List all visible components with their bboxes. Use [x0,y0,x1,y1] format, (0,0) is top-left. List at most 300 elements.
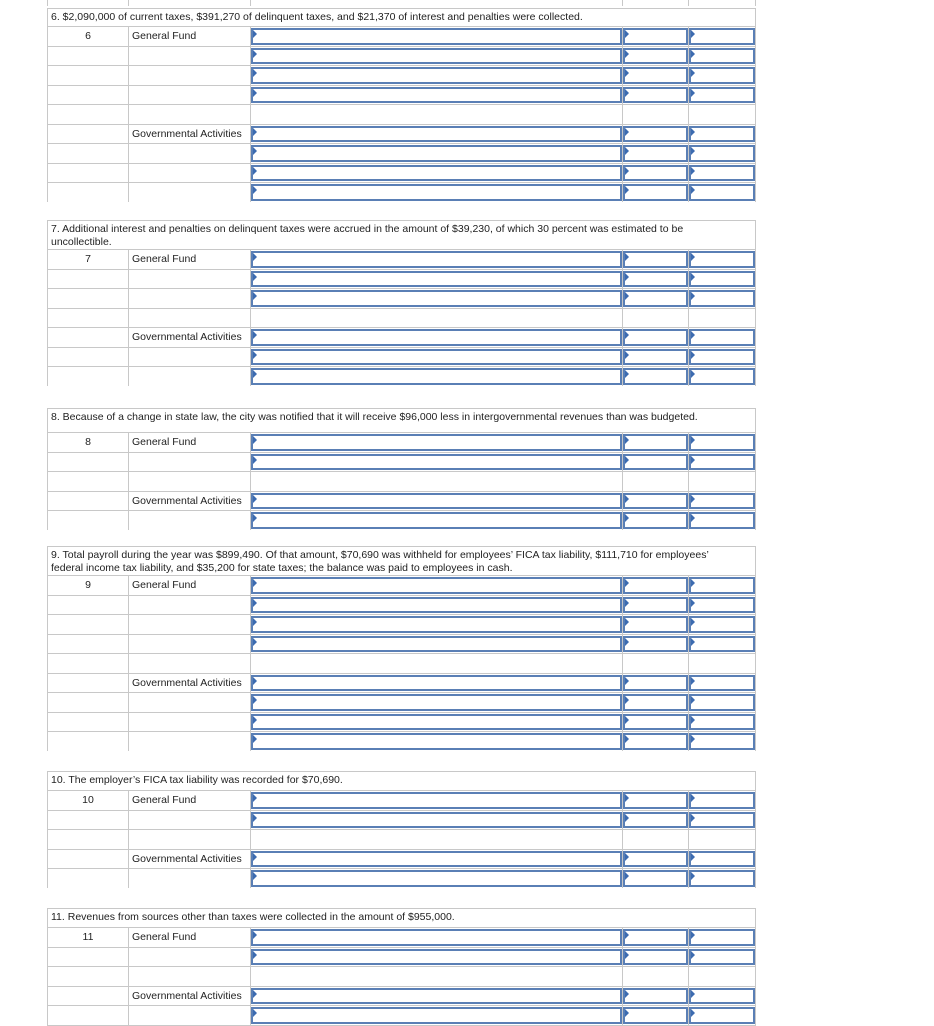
credit-cell [688,928,756,947]
credit-cell [688,987,756,1006]
debit-cell [622,987,688,1006]
account-title-cell [250,674,622,693]
fund-label: General Fund [132,794,197,806]
transaction-number-cell [47,125,128,144]
transaction-number-cell [47,811,128,830]
credit-input[interactable] [689,184,755,201]
debit-cell [622,713,688,732]
debit-input[interactable] [623,349,688,366]
debit-cell [622,27,688,46]
journal-entry-row [47,575,756,595]
account-title-cell [250,511,622,530]
account-title-select[interactable] [251,126,622,143]
debit-input[interactable] [623,87,688,104]
empty-cell [688,105,756,124]
blank-row [47,471,756,491]
fund-cell [128,928,250,947]
account-title-cell [250,635,622,654]
credit-input[interactable] [689,329,755,346]
account-title-cell [250,453,622,472]
fund-cell [128,453,250,472]
transaction-number-cell [47,164,128,183]
account-title-cell [250,869,622,888]
debit-cell [622,367,688,386]
account-title-select[interactable] [251,28,622,45]
fund-cell [128,732,250,751]
credit-cell [688,674,756,693]
debit-input[interactable] [623,184,688,201]
debit-input[interactable] [623,145,688,162]
blank-row [47,966,756,986]
top-border-tick [622,0,623,6]
empty-cell [47,472,128,491]
account-title-select[interactable] [251,812,622,829]
credit-input[interactable] [689,271,755,288]
credit-cell [688,791,756,810]
journal-entry-row [47,143,756,163]
credit-input[interactable] [689,512,755,529]
debit-input[interactable] [623,512,688,529]
credit-cell [688,811,756,830]
journal-entry-row [47,452,756,472]
credit-cell [688,732,756,751]
credit-input[interactable] [689,597,755,614]
credit-input[interactable] [689,988,755,1005]
account-title-select[interactable] [251,675,622,692]
account-title-cell [250,987,622,1006]
debit-cell [622,615,688,634]
journal-entry-row [47,614,756,634]
fund-cell [128,693,250,712]
transaction-description: 7. Additional interest and penalties on delinquent taxes were accrued in the amount of $39,230, of which 30 percent was estimated to be uncollectible. [51,223,684,248]
credit-input[interactable] [689,636,755,653]
empty-cell [128,967,250,986]
top-border-tick [128,0,129,6]
credit-input[interactable] [689,251,755,268]
credit-input[interactable] [689,87,755,104]
account-title-select[interactable] [251,733,622,750]
debit-input[interactable] [623,949,688,966]
debit-cell [622,511,688,530]
fund-cell [128,576,250,595]
account-title-select[interactable] [251,329,622,346]
debit-cell [622,86,688,105]
account-title-cell [250,693,622,712]
journal-entry-row [47,347,756,367]
debit-input[interactable] [623,454,688,471]
debit-input[interactable] [623,929,688,946]
fund-label: General Fund [132,579,197,591]
empty-cell [622,830,688,849]
transaction-number-cell [47,615,128,634]
account-title-cell [250,928,622,947]
debit-input[interactable] [623,368,688,385]
journal-entry-row [47,182,756,202]
journal-entry-row [47,46,756,66]
journal-entry-row [47,790,756,810]
credit-input[interactable] [689,165,755,182]
debit-input[interactable] [623,792,688,809]
debit-input[interactable] [623,616,688,633]
account-title-select[interactable] [251,597,622,614]
debit-cell [622,164,688,183]
fund-cell [128,850,250,869]
account-title-select[interactable] [251,988,622,1005]
fund-cell [128,615,250,634]
empty-cell [250,105,622,124]
journal-entry-row [47,163,756,183]
debit-input[interactable] [623,636,688,653]
fund-label: General Fund [132,931,197,943]
fund-cell [128,328,250,347]
debit-input[interactable] [623,733,688,750]
credit-input[interactable] [689,949,755,966]
account-title-cell [250,367,622,386]
account-title-select[interactable] [251,67,622,84]
debit-input[interactable] [623,434,688,451]
debit-input[interactable] [623,714,688,731]
journal-entry-row [47,595,756,615]
debit-input[interactable] [623,251,688,268]
transaction-number-cell [47,348,128,367]
account-title-select[interactable] [251,929,622,946]
debit-input[interactable] [623,290,688,307]
credit-input[interactable] [689,48,755,65]
debit-cell [622,850,688,869]
account-title-select[interactable] [251,714,622,731]
account-title-select[interactable] [251,251,622,268]
empty-cell [688,830,756,849]
fund-cell [128,811,250,830]
empty-cell [47,830,128,849]
empty-cell [128,309,250,328]
debit-cell [622,348,688,367]
journal-entry-row [47,673,756,693]
empty-cell [250,654,622,673]
credit-cell [688,47,756,66]
credit-cell [688,596,756,615]
account-title-select[interactable] [251,434,622,451]
account-title-select[interactable] [251,577,622,594]
account-title-select[interactable] [251,48,622,65]
account-title-select[interactable] [251,792,622,809]
transaction-number-cell [47,928,128,947]
transaction-number-cell [47,144,128,163]
transaction-number-cell [47,948,128,967]
empty-cell [128,472,250,491]
journal-entry-row [47,288,756,308]
fund-cell [128,987,250,1006]
transaction-number: 8 [85,436,91,448]
empty-cell [688,967,756,986]
account-title-cell [250,948,622,967]
debit-cell [622,66,688,85]
debit-cell [622,869,688,888]
credit-input[interactable] [689,616,755,633]
debit-cell [622,732,688,751]
debit-cell [622,250,688,269]
transaction-number-cell [47,1006,128,1025]
transaction-number-cell [47,492,128,511]
journal-entry-row [47,26,756,46]
credit-input[interactable] [689,714,755,731]
credit-input[interactable] [689,126,755,143]
transaction-number-cell [47,635,128,654]
debit-input[interactable] [623,870,688,887]
credit-input[interactable] [689,368,755,385]
debit-input[interactable] [623,48,688,65]
credit-input[interactable] [689,812,755,829]
fund-cell [128,635,250,654]
debit-cell [622,596,688,615]
transaction-header [47,408,756,432]
fund-cell [128,367,250,386]
account-title-cell [250,289,622,308]
account-title-cell [250,348,622,367]
top-border-tick [47,0,48,6]
transaction-number: 9 [85,579,91,591]
transaction-number: 6 [85,30,91,42]
debit-cell [622,674,688,693]
credit-input[interactable] [689,929,755,946]
debit-input[interactable] [623,67,688,84]
account-title-cell [250,433,622,452]
credit-input[interactable] [689,434,755,451]
account-title-cell [250,732,622,751]
debit-input[interactable] [623,28,688,45]
account-title-select[interactable] [251,87,622,104]
journal-entry-row [47,731,756,751]
journal-entry-row [47,986,756,1006]
credit-cell [688,367,756,386]
credit-input[interactable] [689,145,755,162]
transaction-number-cell [47,596,128,615]
account-title-cell [250,713,622,732]
fund-label: Governmental Activities [132,989,242,1002]
debit-input[interactable] [623,165,688,182]
journal-entry-row [47,124,756,144]
account-title-select[interactable] [251,949,622,966]
debit-cell [622,328,688,347]
debit-cell [622,453,688,472]
account-title-select[interactable] [251,851,622,868]
transaction-number-cell [47,250,128,269]
journal-entry-row [47,249,756,269]
fund-label: Governmental Activities [132,127,242,140]
account-title-select[interactable] [251,694,622,711]
credit-input[interactable] [689,694,755,711]
credit-cell [688,433,756,452]
debit-input[interactable] [623,812,688,829]
transaction-number-cell [47,453,128,472]
fund-cell [128,869,250,888]
empty-cell [47,309,128,328]
empty-cell [688,309,756,328]
account-title-select[interactable] [251,290,622,307]
transaction-description: 8. Because of a change in state law, the city was notified that it will receive $96,000 less in intergovernmental revenues than was budgeted. [51,411,698,423]
account-title-select[interactable] [251,349,622,366]
account-title-select[interactable] [251,368,622,385]
credit-cell [688,1006,756,1025]
account-title-cell [250,250,622,269]
transaction-header [47,220,756,249]
account-title-select[interactable] [251,636,622,653]
account-title-select[interactable] [251,512,622,529]
debit-input[interactable] [623,675,688,692]
debit-input[interactable] [623,126,688,143]
fund-cell [128,791,250,810]
credit-input[interactable] [689,67,755,84]
account-title-cell [250,164,622,183]
debit-input[interactable] [623,988,688,1005]
debit-cell [622,693,688,712]
credit-cell [688,576,756,595]
credit-input[interactable] [689,851,755,868]
fund-cell [128,27,250,46]
transaction-header [47,546,756,575]
account-title-cell [250,791,622,810]
credit-input[interactable] [689,290,755,307]
credit-cell [688,453,756,472]
transaction-number-cell [47,66,128,85]
credit-cell [688,270,756,289]
account-title-cell [250,27,622,46]
transaction-number-cell [47,732,128,751]
account-title-select[interactable] [251,616,622,633]
account-title-select[interactable] [251,870,622,887]
journal-entry-row [47,432,756,452]
empty-cell [250,309,622,328]
journal-entry-row [47,85,756,105]
empty-cell [47,105,128,124]
credit-cell [688,125,756,144]
credit-input[interactable] [689,792,755,809]
transaction-number-cell [47,693,128,712]
journal-entry-row [47,810,756,830]
journal-entry-row [47,634,756,654]
transaction-number-cell [47,47,128,66]
debit-input[interactable] [623,493,688,510]
fund-cell [128,596,250,615]
debit-input[interactable] [623,694,688,711]
account-title-cell [250,596,622,615]
fund-cell [128,183,250,202]
debit-cell [622,144,688,163]
debit-cell [622,125,688,144]
transaction-header [47,8,756,26]
credit-cell [688,183,756,202]
account-title-cell [250,328,622,347]
fund-cell [128,1006,250,1025]
account-title-select[interactable] [251,1007,622,1024]
fund-label: General Fund [132,436,197,448]
transaction-description: 6. $2,090,000 of current taxes, $391,270 of delinquent taxes, and $21,370 of interest and penalties were collected. [51,11,583,23]
fund-label: General Fund [132,30,197,42]
fund-cell [128,66,250,85]
credit-input[interactable] [689,28,755,45]
transaction-header [47,908,756,927]
fund-cell [128,511,250,530]
journal-entry-row [47,692,756,712]
credit-input[interactable] [689,1007,755,1024]
journal-entry-row [47,366,756,386]
journal-entry-row [47,868,756,888]
transaction-description: 11. Revenues from sources other than taxes were collected in the amount of $955,000. [51,911,455,923]
account-title-cell [250,850,622,869]
credit-cell [688,289,756,308]
credit-input[interactable] [689,675,755,692]
credit-cell [688,850,756,869]
debit-input[interactable] [623,1007,688,1024]
credit-cell [688,144,756,163]
debit-input[interactable] [623,597,688,614]
empty-cell [250,967,622,986]
transaction-description: 9. Total payroll during the year was $899,490. Of that amount, $70,690 was withheld for employees’ FICA tax liability, $111,710 for employees’ federal income tax liability, and $35,200 for state taxes; the balance was paid to employees in cash. [51,549,709,574]
fund-cell [128,674,250,693]
fund-label: Governmental Activities [132,852,242,865]
journal-entry-row [47,65,756,85]
journal-entry-row [47,712,756,732]
credit-cell [688,250,756,269]
debit-input[interactable] [623,577,688,594]
journal-entry-row [47,927,756,947]
empty-cell [688,472,756,491]
journal-entry-row [47,269,756,289]
journal-entry-row [47,327,756,347]
debit-input[interactable] [623,329,688,346]
account-title-select[interactable] [251,184,622,201]
account-title-cell [250,1006,622,1025]
transaction-number-cell [47,183,128,202]
fund-cell [128,289,250,308]
debit-input[interactable] [623,851,688,868]
debit-cell [622,1006,688,1025]
empty-cell [128,830,250,849]
fund-label: Governmental Activities [132,676,242,689]
account-title-cell [250,183,622,202]
credit-input[interactable] [689,870,755,887]
credit-input[interactable] [689,454,755,471]
debit-cell [622,47,688,66]
credit-input[interactable] [689,493,755,510]
fund-label: Governmental Activities [132,494,242,507]
fund-cell [128,86,250,105]
fund-cell [128,948,250,967]
account-title-select[interactable] [251,271,622,288]
credit-input[interactable] [689,733,755,750]
account-title-select[interactable] [251,165,622,182]
account-title-select[interactable] [251,145,622,162]
transaction-number: 10 [82,794,94,806]
credit-cell [688,615,756,634]
credit-cell [688,66,756,85]
empty-cell [688,654,756,673]
blank-row [47,653,756,673]
debit-cell [622,289,688,308]
transaction-number-cell [47,328,128,347]
fund-cell [128,125,250,144]
account-title-select[interactable] [251,493,622,510]
transaction-number-cell [47,289,128,308]
top-border-tick [688,0,689,6]
account-title-select[interactable] [251,454,622,471]
credit-input[interactable] [689,577,755,594]
debit-input[interactable] [623,271,688,288]
transaction-number-cell [47,987,128,1006]
blank-row [47,308,756,328]
credit-input[interactable] [689,349,755,366]
transaction-number-cell [47,869,128,888]
